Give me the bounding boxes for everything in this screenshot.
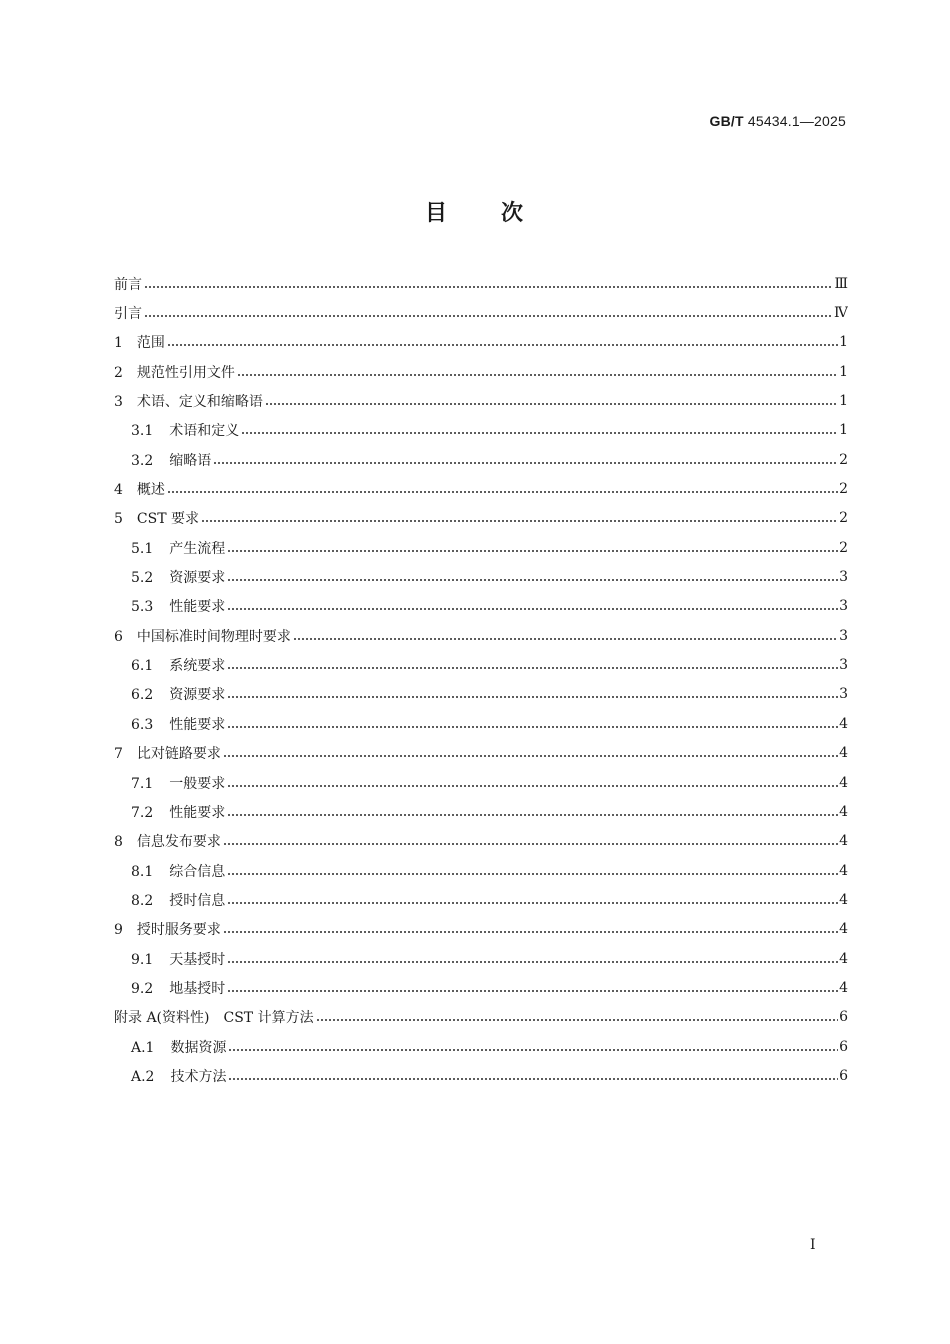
toc-entry-number: 7.1 [131, 775, 154, 792]
toc-entry[interactable] [114, 650, 848, 679]
standard-number: 45434.1—2025 [747, 113, 846, 129]
toc-entry-number: 4 [114, 482, 123, 499]
toc-entry-page: 4 [839, 862, 848, 879]
toc-entry-page: 1 [839, 393, 848, 410]
toc-leader-dots [227, 599, 838, 613]
toc-entry-number: 8 [114, 834, 123, 851]
toc-leader-dots [316, 1010, 839, 1024]
toc-leader-dots [223, 746, 838, 760]
toc-entry-text: 比对链路要求 [136, 746, 221, 763]
toc-entry-number: 6 [114, 628, 123, 645]
toc-entry-title [131, 1037, 227, 1057]
toc-leader-dots [201, 511, 838, 525]
toc-entry-text: 中国标准时间物理时要求 [136, 628, 291, 645]
toc-leader-dots [167, 482, 838, 496]
toc-entry-text: 规范性引用文件 [136, 364, 235, 381]
toc-entry-title [131, 1066, 227, 1086]
toc-entry-number: 7 [114, 746, 123, 763]
toc-entry-title [114, 1007, 315, 1027]
toc-entry-title [131, 714, 226, 734]
toc-entry-page: 3 [839, 686, 848, 703]
toc-entry-number: 1 [114, 335, 123, 352]
standard-code [710, 113, 847, 129]
toc-entry-title [114, 274, 143, 294]
toc-entry-title [114, 626, 292, 646]
toc-leader-dots [265, 394, 838, 408]
toc-entry[interactable] [114, 328, 848, 357]
toc-entry[interactable] [114, 973, 848, 1002]
toc-entry-text: 资源要求 [169, 570, 226, 587]
toc-entry-page: 2 [839, 539, 848, 556]
toc-entry-text: 范围 [136, 335, 165, 352]
toc-entry[interactable] [114, 298, 848, 327]
toc-entry-text: 缩略语 [169, 452, 212, 469]
toc-entry[interactable] [114, 944, 848, 973]
toc-entry[interactable] [114, 504, 848, 533]
toc-entry[interactable] [114, 269, 848, 298]
toc-entry[interactable] [114, 768, 848, 797]
toc-entry[interactable] [114, 709, 848, 738]
toc-entry-title [131, 978, 226, 998]
toc-entry-page: 3 [839, 598, 848, 615]
toc-entry-title [114, 362, 236, 382]
toc-entry-title [114, 303, 143, 323]
toc-leader-dots [293, 629, 838, 643]
toc-entry[interactable] [114, 827, 848, 856]
toc-entry-text: 地基授时 [169, 980, 226, 997]
toc-entry-page: Ⅳ [834, 305, 848, 322]
title-char-2: 次 [501, 201, 526, 226]
toc-entry-number: 5.3 [131, 599, 154, 616]
toc-entry-text: CST 要求 [136, 511, 200, 528]
toc-entry[interactable] [114, 386, 848, 415]
toc-entry-page: 4 [839, 979, 848, 996]
toc-entry-page: 4 [839, 745, 848, 762]
toc-entry-number: 6.2 [131, 687, 154, 704]
toc-entry-text: 资源要求 [169, 687, 226, 704]
toc-leader-dots [223, 922, 838, 936]
toc-entry-title [131, 596, 226, 616]
toc-entry-page: Ⅲ [834, 275, 848, 292]
toc-entry-text: 数据资源 [170, 1039, 227, 1056]
toc-entry[interactable] [114, 680, 848, 709]
toc-leader-dots [241, 423, 838, 437]
toc-entry-text: 性能要求 [169, 804, 226, 821]
toc-entry-text: 信息发布要求 [136, 834, 221, 851]
toc-entry-number: 5.1 [131, 540, 154, 557]
toc-entry-title [131, 567, 226, 587]
toc-leader-dots [227, 570, 838, 584]
toc-entry[interactable] [114, 357, 848, 386]
toc-entry-number: 9.2 [131, 980, 154, 997]
toc-entry-text: 授时信息 [169, 892, 226, 909]
toc-entry-page: 4 [839, 921, 848, 938]
toc-entry-title [131, 420, 240, 440]
toc-entry[interactable] [114, 416, 848, 445]
toc-entry-page: 1 [839, 334, 848, 351]
toc-entry-title [131, 655, 226, 675]
toc-entry[interactable] [114, 1003, 848, 1032]
toc-entry[interactable] [114, 885, 848, 914]
toc-entry-text: 附录 A(资料性) CST 计算方法 [114, 1010, 314, 1027]
toc-entry-number: 8.1 [131, 863, 154, 880]
toc-entry-number: 6.1 [131, 658, 154, 675]
toc-entry-text: 一般要求 [169, 775, 226, 792]
toc-leader-dots [144, 306, 833, 320]
toc-entry-title [131, 861, 226, 881]
toc-entry[interactable] [114, 621, 848, 650]
page-title [0, 196, 950, 227]
toc-leader-dots [227, 687, 838, 701]
toc-leader-dots [227, 893, 838, 907]
toc-entry-text: 技术方法 [170, 1068, 227, 1085]
toc-entry-number: 3.1 [131, 423, 154, 440]
toc-leader-dots [228, 1040, 838, 1054]
toc-entry-number: 8.2 [131, 892, 154, 909]
toc-entry-title [114, 479, 166, 499]
toc-entry[interactable] [114, 592, 848, 621]
toc-entry-page: 1 [839, 363, 848, 380]
toc-entry-page: 6 [839, 1067, 848, 1084]
toc-entry-title [114, 508, 200, 528]
toc-leader-dots [227, 717, 838, 731]
toc-entry-page: 1 [839, 422, 848, 439]
toc-entry-number: A.1 [131, 1039, 155, 1056]
toc-entry[interactable] [114, 533, 848, 562]
title-char-1: 目 [424, 201, 449, 226]
toc-leader-dots [223, 834, 838, 848]
toc-entry-number: A.2 [131, 1068, 155, 1085]
toc-leader-dots [227, 541, 838, 555]
toc-entry-page: 2 [839, 451, 848, 468]
toc-entry[interactable] [114, 797, 848, 826]
toc-entry-page: 4 [839, 950, 848, 967]
toc-entry-number: 7.2 [131, 804, 154, 821]
toc-entry-text: 系统要求 [169, 658, 226, 675]
toc-entry-text: 概述 [136, 482, 165, 499]
toc-entry-page: 6 [839, 1009, 848, 1026]
toc-leader-dots [227, 658, 838, 672]
toc-entry-page: 4 [839, 774, 848, 791]
standard-prefix: GB/T [709, 113, 744, 129]
toc-entry-page: 6 [839, 1038, 848, 1055]
toc-entry-title [131, 773, 226, 793]
toc-leader-dots [237, 365, 838, 379]
toc-leader-dots [227, 952, 838, 966]
toc-entry-number: 3.2 [131, 452, 154, 469]
toc-leader-dots [227, 864, 838, 878]
toc-entry-title [114, 919, 222, 939]
toc-entry-text: 术语和定义 [169, 423, 240, 440]
toc-entry-text: 前言 [114, 276, 142, 293]
toc-entry-number: 6.3 [131, 716, 154, 733]
toc-leader-dots [144, 277, 833, 291]
toc-entry-page: 3 [839, 569, 848, 586]
table-of-contents [114, 269, 848, 1091]
toc-entry[interactable] [114, 445, 848, 474]
toc-leader-dots [213, 453, 838, 467]
toc-entry-title [131, 450, 212, 470]
toc-entry-text: 引言 [114, 306, 142, 323]
toc-leader-dots [167, 335, 838, 349]
toc-entry-text: 综合信息 [169, 863, 226, 880]
toc-entry-number: 3 [114, 394, 123, 411]
toc-entry-text: 产生流程 [169, 540, 226, 557]
toc-entry-number: 9 [114, 922, 123, 939]
toc-entry-text: 天基授时 [169, 951, 226, 968]
toc-entry[interactable] [114, 1032, 848, 1061]
toc-leader-dots [227, 776, 838, 790]
toc-entry-page: 3 [839, 657, 848, 674]
toc-entry-title [131, 949, 226, 969]
toc-entry-title [114, 743, 222, 763]
toc-entry-page: 4 [839, 833, 848, 850]
toc-entry-number: 5 [114, 511, 123, 528]
toc-entry-number: 2 [114, 364, 123, 381]
toc-entry[interactable] [114, 915, 848, 944]
toc-entry-title [131, 890, 226, 910]
page-number: I [810, 1237, 816, 1253]
toc-entry-number: 5.2 [131, 570, 154, 587]
toc-entry[interactable] [114, 739, 848, 768]
toc-entry-text: 授时服务要求 [136, 922, 221, 939]
toc-entry[interactable] [114, 474, 848, 503]
toc-entry-title [131, 684, 226, 704]
toc-entry-text: 性能要求 [169, 599, 226, 616]
toc-entry-page: 3 [839, 627, 848, 644]
toc-entry-title [131, 538, 226, 558]
toc-entry[interactable] [114, 856, 848, 885]
toc-entry-page: 2 [839, 510, 848, 527]
toc-entry-page: 4 [839, 803, 848, 820]
toc-entry-text: 性能要求 [169, 716, 226, 733]
toc-leader-dots [227, 805, 838, 819]
toc-entry[interactable] [114, 562, 848, 591]
toc-entry-number: 9.1 [131, 951, 154, 968]
toc-leader-dots [228, 1069, 838, 1083]
toc-entry-text: 术语、定义和缩略语 [136, 394, 263, 411]
toc-entry-title [114, 831, 222, 851]
toc-leader-dots [227, 981, 838, 995]
toc-entry-page: 2 [839, 481, 848, 498]
toc-entry-title [114, 391, 264, 411]
toc-entry[interactable] [114, 1061, 848, 1090]
toc-entry-page: 4 [839, 891, 848, 908]
toc-entry-page: 4 [839, 715, 848, 732]
toc-entry-title [131, 802, 226, 822]
toc-entry-title [114, 332, 166, 352]
